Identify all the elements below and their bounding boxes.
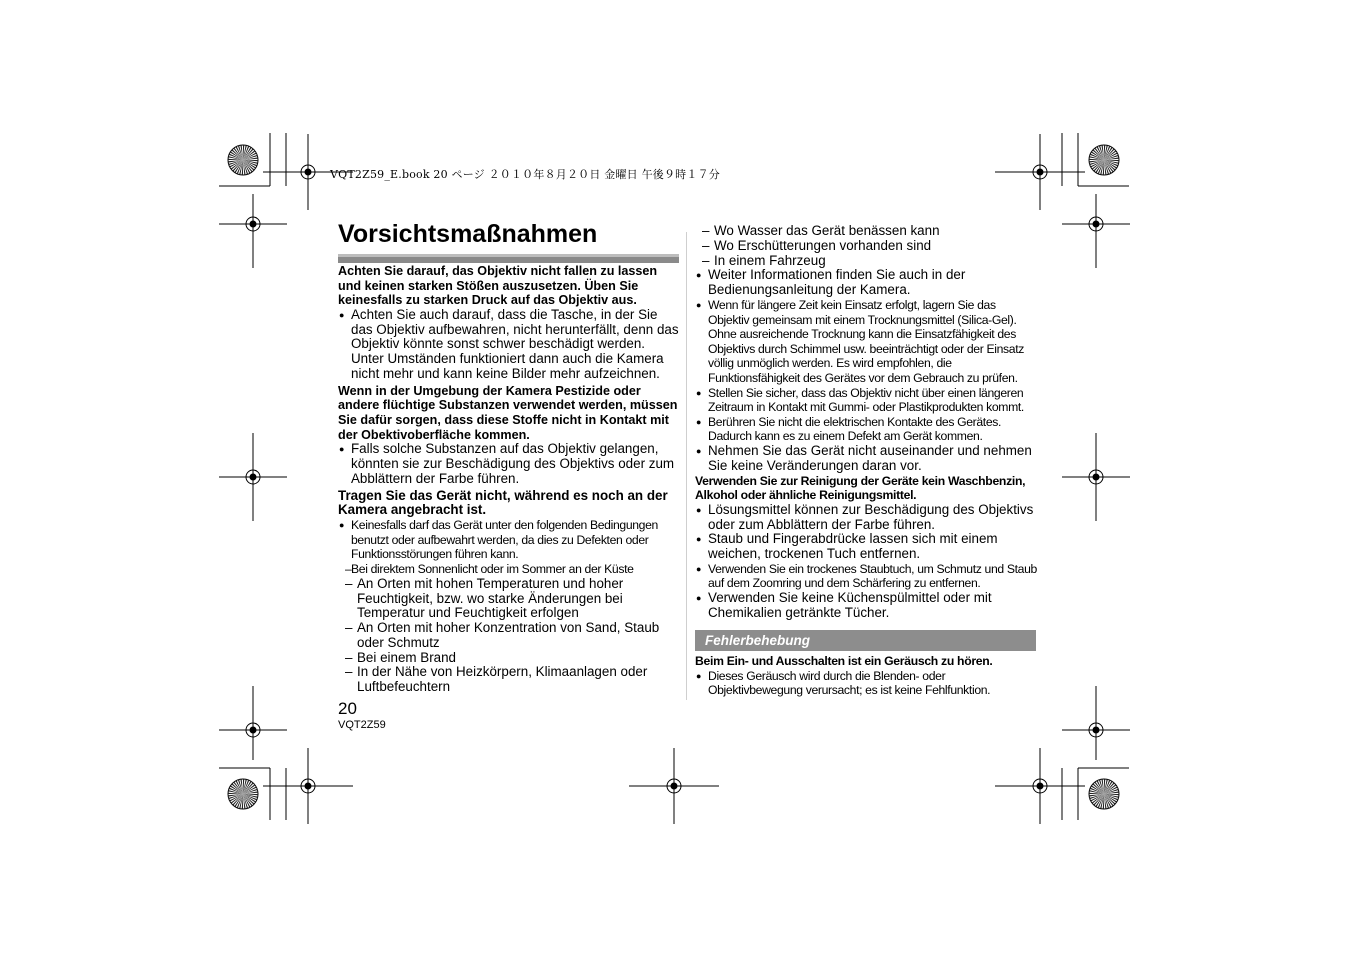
heading-pesticides: Wenn in der Umgebung der Kamera Pestizide oder andere flüchtige Substanzen verwendet werden, müssen Sie dafür sorgen, dass diese Stoffe nicht in Kontakt mit der Obektivoberfläche kommen. <box>338 383 678 442</box>
bullet-item: ● Berühren Sie nicht die elektrischen Kontakte des Gerätes. Dadurch kann es zu einem Defekt am Gerät kommen. <box>695 415 1038 444</box>
bullet-item: ● Nehmen Sie das Gerät nicht auseinander und nehmen Sie keine Veränderungen daran vor. <box>695 444 1038 474</box>
dash-item: – An Orten mit hohen Temperaturen und hoher Feuchtigkeit, bzw. wo starke Änderungen bei Temperatur und Feuchtigkeit erfolgen <box>338 577 679 621</box>
bullet-item: ● Lösungsmittel können zur Beschädigung des Objektivs oder zum Abblättern der Farbe führen. <box>695 503 1038 533</box>
file-info-header: VQT2Z59_E.book 20 ページ ２０１０年８月２０日 金曜日 午後９時１７分 <box>330 168 720 181</box>
starburst-icon <box>1089 779 1119 809</box>
dash-item: – Bei direktem Sonnenlicht oder im Sommer an der Küste <box>338 562 679 577</box>
registration-crosshairs <box>219 134 1130 824</box>
dash-item: – Wo Wasser das Gerät benässen kann <box>695 224 1038 239</box>
dash-item: – In der Nähe von Heizkörpern, Klimaanlagen oder Luftbefeuchtern <box>338 665 679 695</box>
bullet-item: ● Stellen Sie sicher, dass das Objektiv nicht über einen längeren Zeitraum in Kontakt mit Gummi- oder Plastikprodukten kommt. <box>695 386 1038 415</box>
dash-item: – An Orten mit hoher Konzentration von Sand, Staub oder Schmutz <box>338 621 679 651</box>
bullet-item: ● Verwenden Sie ein trockenes Staubtuch, um Schmutz und Staub auf dem Zoomring und dem Schärfering zu entfernen. <box>695 562 1038 591</box>
model-code: VQT2Z59 <box>338 719 386 731</box>
heading-cleaning: Verwenden Sie zur Reinigung der Geräte kein Waschbenzin, Alkohol oder ähnliche Reinigungsmittel. <box>695 473 1026 503</box>
section-header-troubleshooting: Fehlerbehebung <box>695 630 1036 651</box>
heading-carry: Tragen Sie das Gerät nicht, während es noch an der Kamera angebracht ist. <box>338 487 668 518</box>
bullet-item: ● Verwenden Sie keine Küchenspülmittel oder mit Chemikalien getränkte Tücher. <box>695 591 1038 621</box>
bullet-item: ● Wenn für längere Zeit kein Einsatz erfolgt, lagern Sie das Objektiv gemeinsam mit einem Trocknungsmittel (Silica-Gel). Ohne ausreichende Trocknung kann die Einsatzfähigkeit des Objektivs durch Schimmel usw. beeinträchtigt oder der Einsatz völlig unmöglich werden. Es wird empfohlen, die Funktionsfähigkeit des Gerätes vor dem Gebrauch zu prüfen. <box>695 298 1038 386</box>
bullet-item: ● Dieses Geräusch wird durch die Blenden- oder Objektivbewegung verursacht; es ist keine Fehlfunktion. <box>695 669 1038 698</box>
dash-item: – In einem Fahrzeug <box>695 254 1038 269</box>
page-title: Vorsichtsmaßnahmen <box>338 220 598 248</box>
page-number: 20 <box>338 699 357 718</box>
bullet-item: ● Staub und Fingerabdrücke lassen sich mit einem weichen, trockenen Tuch entfernen. <box>695 532 1038 562</box>
heading-noise: Beim Ein- und Ausschalten ist ein Geräusch zu hören. <box>695 654 993 668</box>
starburst-icon <box>228 779 258 809</box>
starburst-icon <box>1089 145 1119 175</box>
bullet-item: ● Falls solche Substanzen auf das Objektiv gelangen, könnten sie zur Beschädigung des Objektivs oder zum Abblättern der Farbe führen. <box>338 442 679 486</box>
starburst-marks <box>228 145 1119 809</box>
starburst-icon <box>228 145 258 175</box>
dash-item: – Wo Erschütterungen vorhanden sind <box>695 239 1038 254</box>
bullet-item: ● Weiter Informationen finden Sie auch in der Bedienungsanleitung der Kamera. <box>695 268 1038 298</box>
bullet-item: ● Achten Sie auch darauf, dass die Tasche, in der Sie das Objektiv aufbewahren, nicht herunterfällt, denn das Objektiv könnte sonst schwer beschädigt werden. Unter Umständen funktioniert dann auch die Kamera nicht mehr und kann keine Bilder mehr aufzeichnen. <box>338 308 679 382</box>
bullet-item: ● Keinesfalls darf das Gerät unter den folgenden Bedingungen benutzt oder aufbewahrt werden, da dies zu Defekten oder Funktionsstörungen führen kann. <box>338 518 679 562</box>
dash-item: – Bei einem Brand <box>338 651 679 666</box>
heading-drop-warning: Achten Sie darauf, das Objektiv nicht fallen zu lassen und keinen starken Stößen auszusetzen. Üben Sie keinesfalls zu starken Druck auf das Objektiv aus. <box>338 264 658 308</box>
